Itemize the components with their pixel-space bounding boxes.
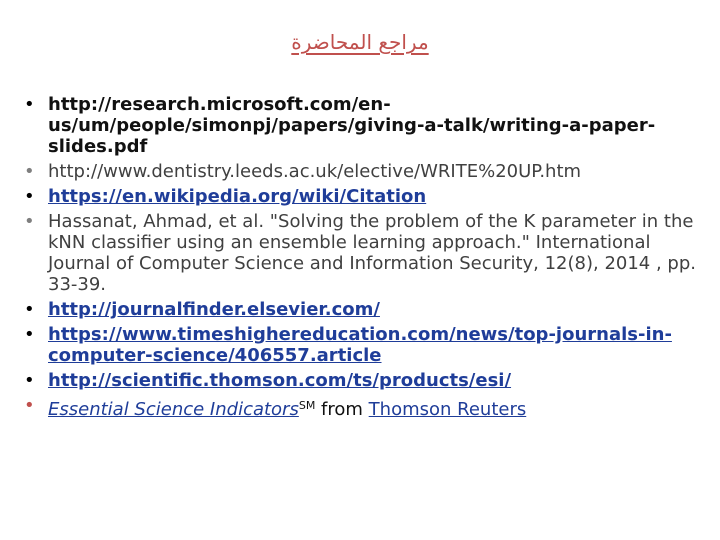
- reference-item: [24, 324, 704, 366]
- reference-item: [24, 186, 704, 207]
- bullet-icon: •: [24, 299, 35, 320]
- reference-list: [24, 94, 704, 424]
- bullet-icon: •: [24, 186, 35, 207]
- reference-link[interactable]: Essential Science Indicators: [48, 399, 299, 420]
- service-mark: SM: [298, 399, 316, 412]
- reference-link[interactable]: http://scientific.thomson.com/ts/products/esi/: [48, 370, 512, 391]
- reference-link[interactable]: Thomson Reuters: [368, 399, 527, 420]
- slide-title: مراجع المحاضرة: [291, 30, 429, 54]
- reference-item: [24, 161, 704, 182]
- reference-link[interactable]: http://research.microsoft.com/en-us/um/people/simonpj/papers/giving-a-talk/writing-a-paper-slides.pdf: [48, 94, 656, 157]
- bullet-icon: •: [24, 370, 35, 391]
- bullet-icon: •: [24, 94, 35, 115]
- reference-link[interactable]: https://en.wikipedia.org/wiki/Citation: [48, 186, 427, 207]
- bullet-icon: •: [24, 395, 35, 416]
- reference-item: [24, 94, 704, 157]
- reference-link[interactable]: https://www.timeshighereducation.com/news/top-journals-in-computer-science/406557.article: [48, 324, 672, 366]
- reference-item: [24, 395, 704, 420]
- bullet-icon: •: [24, 324, 35, 345]
- bullet-icon: •: [24, 211, 35, 232]
- bullet-icon: •: [24, 161, 35, 182]
- reference-citation: Hassanat, Ahmad, et al. "Solving the problem of the K parameter in the kNN classifier using an ensemble learning approach." International Journal of Computer Science and Information Security, 12(8), 2014 , pp. 33-39.: [48, 211, 696, 295]
- reference-connector: from: [315, 399, 369, 420]
- reference-link[interactable]: http://www.dentistry.leeds.ac.uk/elective/WRITE%20UP.htm: [48, 161, 582, 182]
- reference-item: [24, 370, 704, 391]
- reference-item: [24, 211, 704, 295]
- reference-item: [24, 299, 704, 320]
- reference-link[interactable]: http://journalfinder.elsevier.com/: [48, 299, 380, 320]
